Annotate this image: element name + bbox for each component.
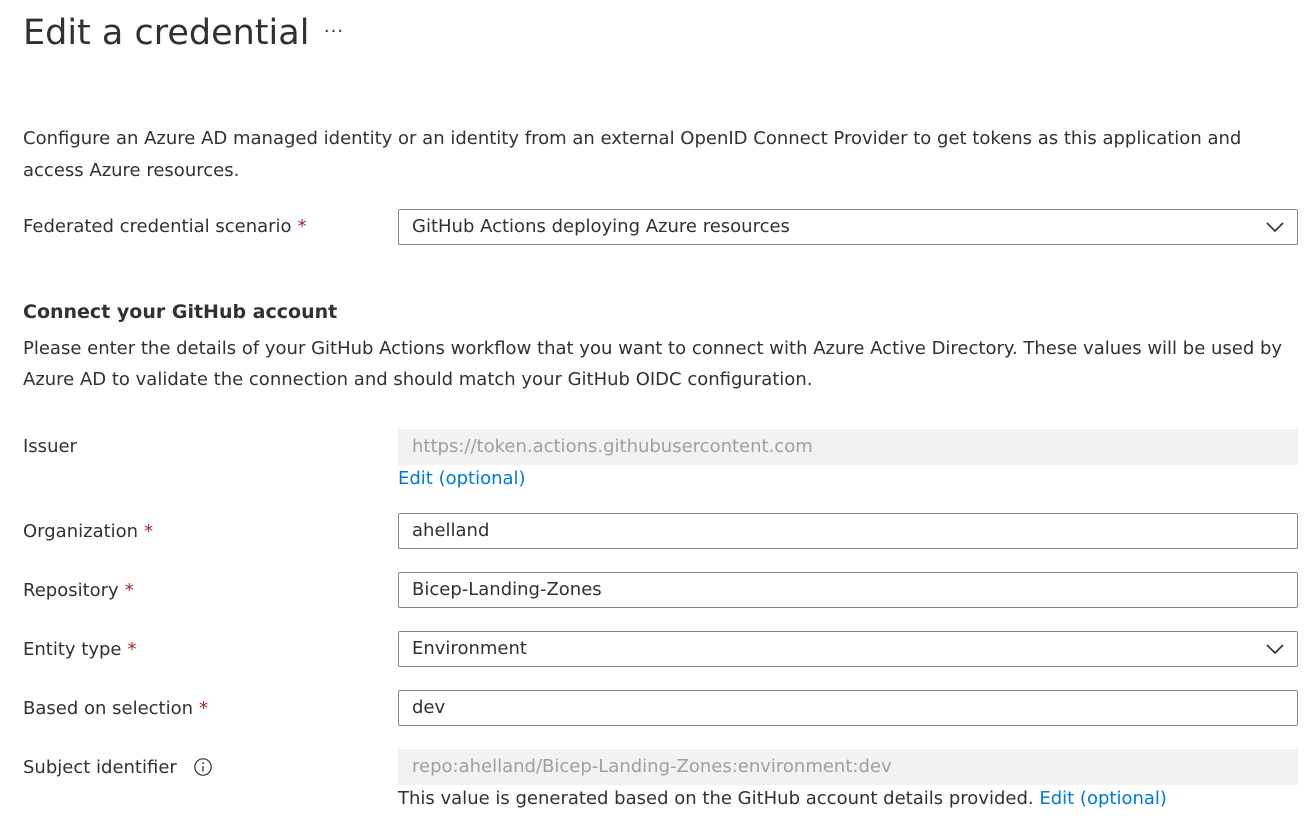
subject-identifier-label (23, 750, 213, 786)
issuer-edit-link[interactable]: Edit (optional) (398, 468, 526, 489)
chevron-down-icon (1265, 640, 1285, 658)
repository-label (23, 573, 134, 609)
chevron-down-icon (1265, 218, 1285, 236)
github-section-description: Please enter the details of your GitHub Actions workflow that you want to connect with Azure Active Directory. These values will be used by Azure AD to validate the connection and should match your GitHub OIDC configuration. (23, 338, 1283, 390)
more-horizontal-icon: ··· (323, 21, 345, 42)
subject-identifier-edit-link[interactable]: Edit (optional) (1039, 788, 1167, 809)
page-title: Edit a credential (23, 13, 310, 53)
entity-type-value: Environment (412, 638, 527, 659)
subject-identifier-label-text: Subject identifier (23, 757, 177, 778)
repository-label-text: Repository (23, 580, 119, 601)
scenario-dropdown[interactable] (398, 209, 1298, 245)
entity-type-label-text: Entity type (23, 639, 122, 660)
based-on-selection-label (23, 691, 208, 727)
repository-input[interactable] (398, 572, 1298, 608)
scenario-dropdown-value: GitHub Actions deploying Azure resources (412, 216, 790, 237)
required-indicator: * (199, 698, 209, 719)
issuer-value: https://token.actions.githubusercontent.com (412, 436, 813, 457)
organization-label-text: Organization (23, 521, 139, 542)
subject-identifier-input (398, 749, 1298, 785)
based-on-selection-input[interactable] (398, 690, 1298, 726)
subject-identifier-helper (398, 785, 1167, 813)
based-on-selection-value: dev (412, 697, 446, 718)
repository-value: Bicep-Landing-Zones (412, 579, 602, 600)
scenario-label-text: Federated credential scenario (23, 216, 292, 237)
scenario-label (23, 209, 307, 245)
page-description: Configure an Azure AD managed identity or an identity from an external OpenID Connect Provider to get tokens as this application and access Azure resources. (23, 128, 1242, 181)
entity-type-dropdown[interactable] (398, 631, 1298, 667)
issuer-input (398, 429, 1298, 465)
required-indicator: * (297, 216, 307, 237)
more-options-button[interactable] (318, 18, 350, 46)
subject-identifier-helper-text: This value is generated based on the GitHub account details provided. (398, 788, 1034, 809)
required-indicator: * (144, 521, 154, 542)
issuer-label-text: Issuer (23, 436, 77, 457)
required-indicator: * (124, 580, 134, 601)
organization-value: ahelland (412, 520, 490, 541)
github-section-heading: Connect your GitHub account (23, 301, 338, 323)
subject-identifier-value: repo:ahelland/Bicep-Landing-Zones:environment:dev (412, 756, 892, 777)
entity-type-label (23, 632, 136, 668)
required-indicator: * (127, 639, 137, 660)
based-on-selection-label-text: Based on selection (23, 698, 194, 719)
info-circle-icon[interactable] (193, 757, 213, 777)
issuer-label (23, 429, 77, 465)
organization-input[interactable] (398, 513, 1298, 549)
organization-label (23, 514, 153, 550)
